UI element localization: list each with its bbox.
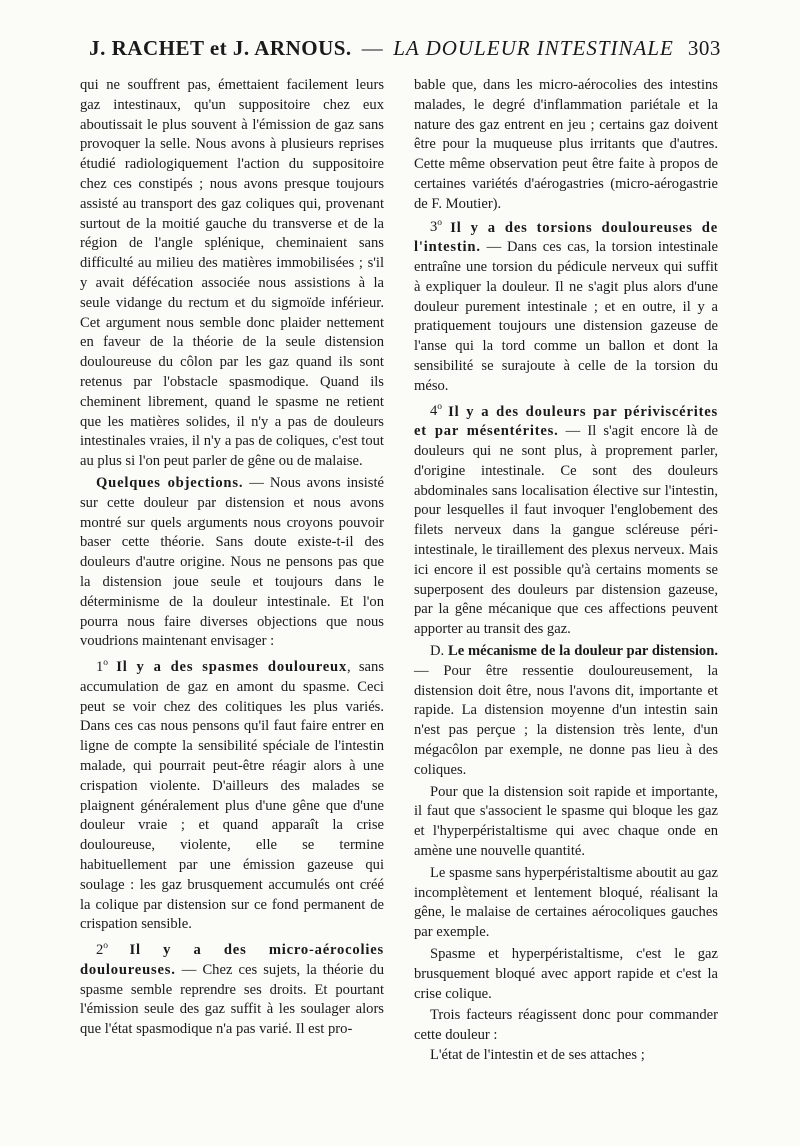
paragraph	[414, 783, 718, 862]
paragraph-objections	[80, 474, 384, 652]
item-number: 4$^o$	[430, 402, 443, 420]
paragraph-torsions	[414, 215, 718, 397]
page-number: 303	[687, 36, 721, 60]
paragraph-text: — Nous avons insisté sur cette douleur par distension et nous avons montré sur quels arguments nous croyons pouvoir baser cette théorie. Sans doute existe-t-il des douleurs d'autre origine. Nous ne pensons pas que la distension joue seule et toujours dans le déterminisme de la douleur intestinale. Et l'on pourra nous faire diverses objections que nous voudrions maintenant envisager :	[80, 474, 385, 650]
running-header	[80, 36, 730, 61]
paragraph-periviscerites	[414, 399, 718, 640]
section-heading: Le mécanisme de la douleur par distension.	[448, 643, 718, 660]
item-heading: Il y a des douleurs par périviscérites et par mésentérites.	[414, 403, 718, 440]
header-title: LA DOULEUR INTESTINALE	[393, 36, 674, 60]
right-column	[414, 76, 718, 1066]
paragraph-text: , sans accumulation de gaz en amont du spasme. Ceci peut se voir chez des colitiques les plus variés. Dans ces cas nous pensons qu'il faut faire entrer en ligne de compte la sensibilité spéciale de l'intestin malade, qui pourrait peut-être réagir alors à une crispation violente. D'ailleurs des malades se plaignent généralement plus d'une gêne que d'une douleur vraie ; et quand apparaît la crise douloureuse, violente, elle se termine habituellement par une émission gazeuse qui soulage : les gaz brusquement accumulés ont créé la colique par distension sur ce fond permanent de crispation sensible.	[80, 658, 384, 933]
paragraph-text: L'état de l'intestin et de ses attaches ;	[430, 1046, 645, 1063]
item-heading: Il y a des spasmes douloureux	[116, 658, 348, 675]
item-number: 2$^o$	[96, 941, 109, 958]
item-heading: Il y a des micro-aérocolies douloureuses.	[80, 941, 384, 978]
paragraph-text: Le spasme sans hyperpéristaltisme aboutit au gaz incomplètement et lentement bloqué, réalisant la gêne, le malaise de certaines aérocoliques gauches par exemple.	[414, 864, 718, 941]
paragraph-micro-aerocolies	[80, 937, 384, 1040]
item-number: 1$^o$	[96, 658, 109, 675]
header-separator: —	[361, 36, 384, 60]
paragraph-text: Trois facteurs réagissent donc pour commander cette douleur :	[414, 1007, 718, 1044]
section-letter: D.	[430, 643, 448, 660]
paragraph-text: — Pour être ressentie douloureusement, la distension doit être, nous l'avons dit, importante et rapide. La distension moyenne d'un intestin sain n'est pas perçue ; la distension très lente, d'un mégacôlon par exemple, ne donne pas lieu à des coliques.	[414, 662, 718, 778]
header-authors: J. RACHET et J. ARNOUS.	[89, 36, 352, 60]
paragraph-text: — Il s'agit encore là de douleurs qui ne sont plus, à proprement parler, d'origine intestinale. Ce sont des douleurs abdominales sans localisation élective sur l'intestin, pour lesquelles il faut invoquer l'englobement des filets nerveux dans la gangue scléreuse péri-intestinale, le tiraillement des plexus nerveux. Mais ici encore il est possible qu'à certains moments se superposent des douleurs par distension gazeuse, par la gêne mécanique que ces affections peuvent apporter au transit des gaz.	[414, 423, 718, 638]
paragraph	[414, 945, 718, 1004]
paragraph-text: Spasme et hyperpéristaltisme, c'est le gaz brusquement bloqué avec apport rapide et c'est la crise colique.	[414, 945, 718, 1002]
paragraph-text: qui ne souffrent pas, émettaient facilement leurs gaz intestinaux, qu'un suppositoire chez eux aboutissait le plus souvent à l'émission de gaz sans provoquer la selle. Nous avons à plusieurs reprises étudié radiologiquement l'action du suppositoire chez ces constipés ; nous avons presque toujours assisté au transport des gaz coliques qui, provenant surtout de la moitié gauche du transverse et de la région de l'angle splénique, cheminaient sans difficulté au milieu des matières immobilisées ; s'il y avait défécation associée nous assistions à la seule vidange du rectum et du sigmoïde inférieur. Cet argument nous semble donc plaider nettement en faveur de la théorie de la seule distension douloureuse du côlon par les gaz quand ils sont retenus par l'obstacle spasmodique. Quand ils cheminent librement, quand le spasme ne retient que les matières solides, il n'y a pas de douleurs intestinales vraies, il n'y a pas de coliques, c'est tout au plus si l'on peut parler de gêne ou de malaise.	[80, 77, 384, 470]
paragraph-text: — Chez ces sujets, la théorie du spasme semble reprendre ses droits. Et pourtant l'émission seule des gaz suffit à les soulager alors que l'état spasmodique n'a pas varié. Il est pro-	[80, 961, 384, 1038]
paragraph	[414, 864, 718, 943]
paragraph-text: bable que, dans les micro-aérocolies des intestins malades, le degré d'inflammation pariétale et la nature des gaz entrent en jeu ; certains gaz doivent être pour la muqueuse plus irritants que d'autres. Cette même observation peut être faite à propos de certaines variétés d'aérogastries (micro-aérogastrie de F. Moutier).	[414, 77, 718, 212]
item-heading: Il y a des torsions douloureuses de l'intestin.	[414, 219, 719, 256]
paragraph	[80, 76, 384, 472]
paragraph-mecanisme	[414, 642, 718, 781]
left-column	[80, 76, 384, 1040]
paragraph-spasmes	[80, 654, 384, 935]
section-heading: Quelques objections.	[96, 474, 244, 491]
paragraph	[414, 1046, 718, 1066]
paragraph	[414, 76, 718, 215]
paragraph	[414, 1006, 718, 1046]
paragraph-text: — Dans ces cas, la torsion intestinale entraîne une torsion du pédicule nerveux qui suffit à expliquer la douleur. Il ne s'agit plus alors d'une douleur purement intestinale ; et en outre, il y a pratiquement toujours une distension gazeuse de l'anse qui la tord comme un ballon et dont la sensibilité se surajoute à celle de la torsion du méso.	[414, 239, 718, 394]
paragraph-text: Pour que la distension soit rapide et importante, il faut que s'associent le spasme qui bloque les gaz et l'hyperpéristaltisme qui avec chaque onde en amène une nouvelle quantité.	[414, 783, 718, 859]
item-number: 3$^o$	[430, 218, 443, 236]
